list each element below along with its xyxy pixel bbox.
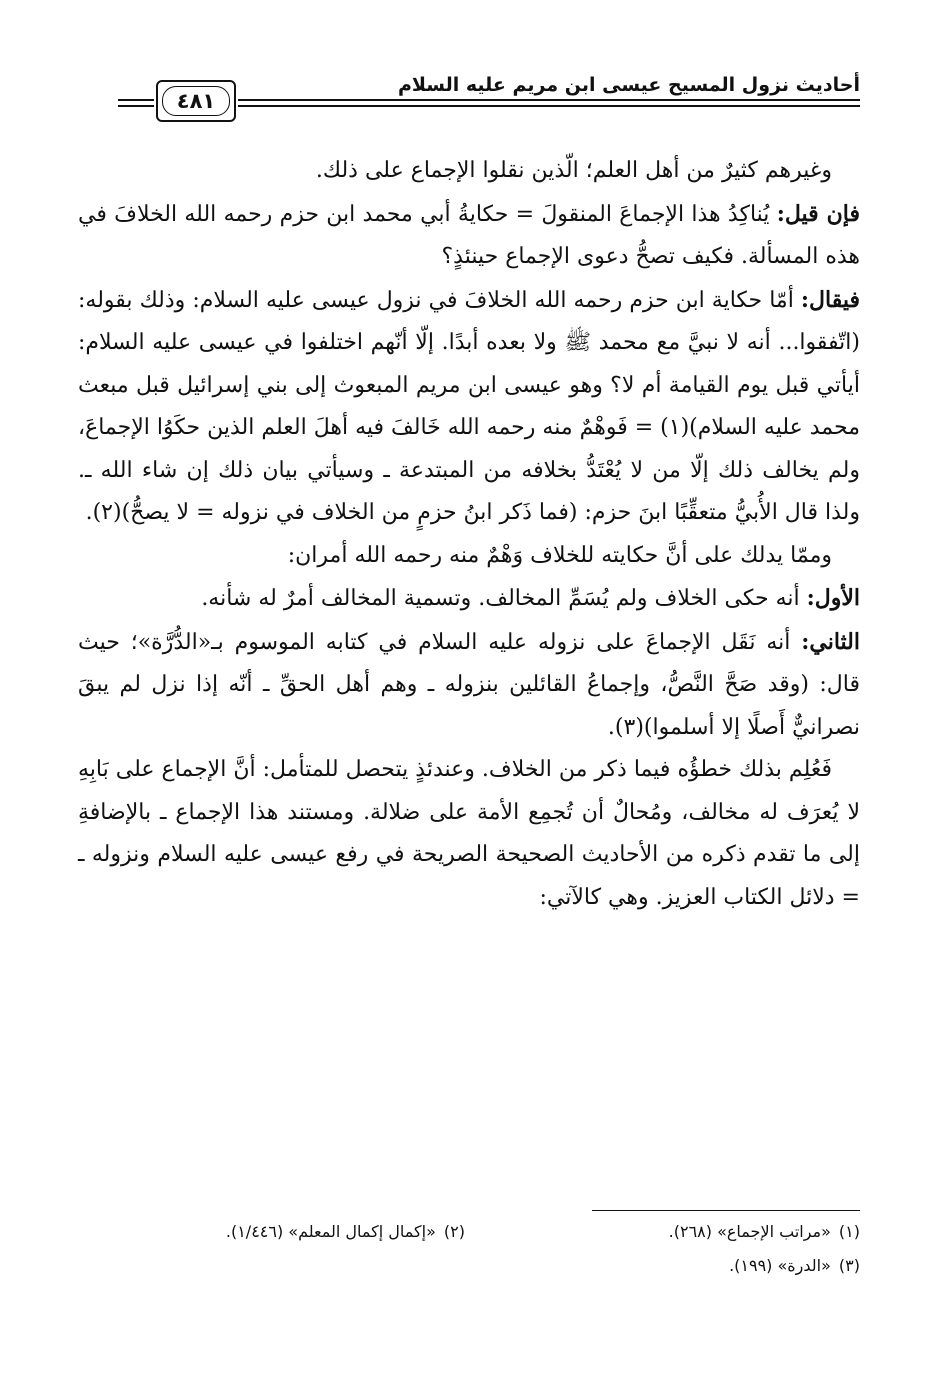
running-title: أحاديث نزول المسيح عيسى ابن مريم عليه السلام [397, 74, 860, 96]
footnote: (٢)«إكمال إكمال المعلم» (١/٤٤٦). [225, 1222, 465, 1241]
main-text [78, 150, 860, 919]
paragraph: فَعُلِم بذلك خطؤُه فيما ذكر من الخلاف. وعندئذٍ يتحصل للمتأمل: أنَّ الإجماع على بَابِهِ لا يُعرَف له مخالف، ومُحالٌ أن تُجمِع الأمة على ضلالة. ومستند هذا الإجماع ـ بالإضافةِ إلى ما تقدم ذكره من الأحاديث الصحيحة الصريحة في رفع عيسى عليه السلام ونزوله ـ = دلائل الكتاب العزيز. وهي كالآتي: [78, 757, 860, 910]
paragraph: وغيرهم كثيرٌ من أهل العلم؛ الّذين نقلوا الإجماع على ذلك. [315, 158, 832, 183]
paragraph: فيقال: أمّا حكاية ابن حزم رحمه الله الخلافَ في نزول عيسى عليه السلام: وذلك بقوله: (اتّفقوا... أنه لا نبيَّ مع محمد ﷺ ولا بعده أبدًا. إلّا أنّهم اختلفوا في عيسى عليه السلام: أيأتي قبل يوم القيامة أم لا؟ وهو عيسى ابن مريم المبعوث إلى بني إسرائيل قبل مبعث محمد عليه السلام)(١) = فَوهْمٌ منه رحمه الله خَالفَ فيه أهلَ العلم الذين حكَوُا الإجماعَ، ولم يخالف ذلك إلّا من لا يُعْتَدُّ بخلافه من المبتدعة ـ وسيأتي بيان ذلك إن شاء الله ـ. ولذا قال الأُبيُّ متعقِّبًا ابنَ حزم: (فما ذَكر ابنُ حزمٍ من الخلاف في نزوله = لا يصحُّ)(٢). [78, 286, 860, 525]
paragraph-lead: فيقال: [800, 286, 860, 313]
page-number-frame [156, 80, 236, 122]
footnote-separator [592, 1210, 860, 1211]
footnote: (١)«مراتب الإجماع» (٢٦٨). [668, 1222, 860, 1241]
header-rule-left-bottom [118, 105, 154, 107]
paragraph: فإن قيل: يُناكِدُ هذا الإجماعَ المنقولَ = حكايةُ أبي محمد ابن حزم رحمه الله الخلافَ في هذه المسألة. فكيف تصحُّ دعوى الإجماع حينئذٍ؟ [78, 200, 860, 269]
paragraph: وممّا يدلك على أنَّ حكايته للخلاف وَهْمٌ منه رحمه الله أمران: [287, 542, 832, 568]
page-number: ٤٨١ [162, 86, 230, 116]
paragraph: الأول: أنه حكى الخلاف ولم يُسَمِّ المخالف. وتسمية المخالف أمرٌ له شأنه. [201, 585, 860, 611]
footnote: (٣)«الدرة» (١٩٩). [729, 1256, 860, 1275]
paragraph: الثاني: أنه نَقَل الإجماعَ على نزوله عليه السلام في كتابه الموسوم بـ«الدُّرَّة»؛ حيث قال: (وقد صَحَّ النَّصُّ، وإجماعُ القائلين بنزوله ـ وهم أهل الحقِّ ـ أنّه إذا نزل لم يبقَ نصرانيٌّ أَصلًا إلا أسلموا)(٣). [78, 628, 860, 740]
header-rule-left-top [118, 99, 154, 101]
paragraph-lead: الثاني: [801, 628, 860, 655]
header-rule-top [238, 99, 860, 101]
paragraph-lead: فإن قيل: [776, 200, 860, 227]
header-rule-bottom [238, 105, 860, 107]
paragraph-lead: الأول: [806, 585, 860, 611]
